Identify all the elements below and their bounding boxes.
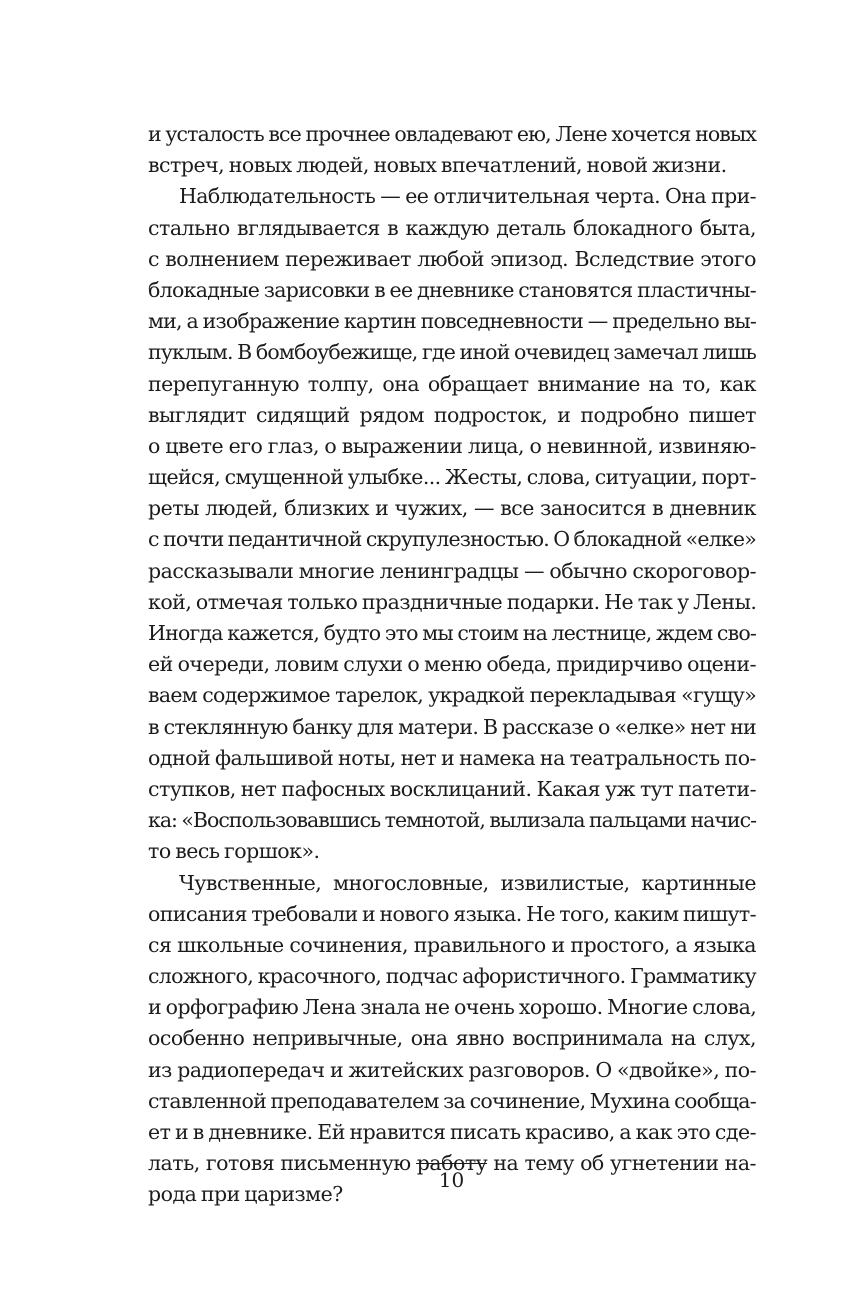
text-line: ми, а изображение картин повседневности — предельно вы- (148, 309, 756, 334)
text-line: ей очереди, ловим слухи о меню обеда, придирчиво оцени- (148, 652, 756, 677)
text-line: блокадные зарисовки в ее дневнике становятся пластичны- (148, 277, 756, 302)
text-line: о цвете его глаз, о выражении лица, о невинной, извиняю- (148, 433, 756, 458)
text-line: Чувственные, многословные, извилистые, картинные (179, 870, 756, 895)
text-line: пуклым. В бомбоубежище, где иной очевидец замечал лишь (148, 340, 756, 365)
text-line: особенно непривычные, она явно воспринимала на слух, (148, 1026, 756, 1051)
text-line: кой, отмечая только праздничные подарки. Не так у Лены. (148, 589, 757, 614)
paragraph (148, 119, 756, 181)
text-line: встреч, новых людей, новых впечатлений, новой жизни. (148, 153, 727, 178)
text-line: с почти педантичной скрупулезностью. О блокадной «елке» (148, 527, 756, 552)
text-line: в стеклянную банку для матери. В рассказе о «елке» нет ни (148, 714, 756, 739)
paragraph (148, 181, 756, 867)
text-line: то весь горшок». (148, 839, 320, 864)
text-line: ка: «Воспользовавшись темнотой, вылизала пальцами начис- (148, 808, 756, 833)
text-line: из радиопередач и житейских разговоров. О «двойке», по- (148, 1057, 756, 1082)
text-line: сложного, красочного, подчас афористичного. Грамматику (148, 964, 756, 989)
text-line: рассказывали многие ленинградцы — обычно скороговор- (148, 558, 756, 583)
text-line: и орфографию Лена знала не очень хорошо. Многие слова, (148, 995, 757, 1020)
text-line: Наблюдательность — ее отличительная черта. Она при- (179, 184, 756, 209)
text-line: ваем содержимое тарелок, украдкой перекладывая «гущу» (148, 683, 756, 708)
text-line: щейся, смущенной улыбке... Жесты, слова, ситуации, порт- (148, 465, 756, 490)
text-line: и усталость все прочнее овладевают ею, Лене хочется новых (148, 122, 756, 146)
text-line: с волнением переживает любой эпизод. Вследствие этого (148, 246, 756, 271)
paragraph (148, 868, 756, 1211)
footer-rule (416, 1163, 487, 1164)
text-line: выглядит сидящий рядом подросток, и подробно пишет (148, 402, 756, 427)
text-line: ся школьные сочинения, правильного и простого, а языка (148, 932, 756, 957)
text-line: перепуганную толпу, она обращает внимание на то, как (148, 371, 756, 396)
page-number: 10 (438, 1168, 465, 1192)
text-line: ступков, нет пафосных восклицаний. Какая уж тут патети- (148, 776, 756, 801)
text-line: ет и в дневнике. Ей нравится писать красиво, а как это сде- (148, 1120, 756, 1144)
text-line: ставленной преподавателем за сочинение, Мухина сообща- (148, 1088, 756, 1113)
text-line: реты людей, близких и чужих, — все заносится в дневник (148, 496, 756, 521)
text-line: рода при царизме? (148, 1182, 343, 1207)
text-line: Иногда кажется, будто это мы стоим на лестнице, ждем сво- (148, 621, 756, 645)
body-text (148, 119, 756, 1211)
text-line: описания требовали и нового языка. Не того, каким пишут- (148, 901, 756, 926)
text-line: одной фальшивой ноты, нет и намека на театральность по- (148, 745, 756, 770)
text-line: лать, готовя письменную работу на тему об угнетении на- (148, 1151, 756, 1176)
text-line: стально вглядывается в каждую деталь блокадного быта, (148, 215, 756, 240)
